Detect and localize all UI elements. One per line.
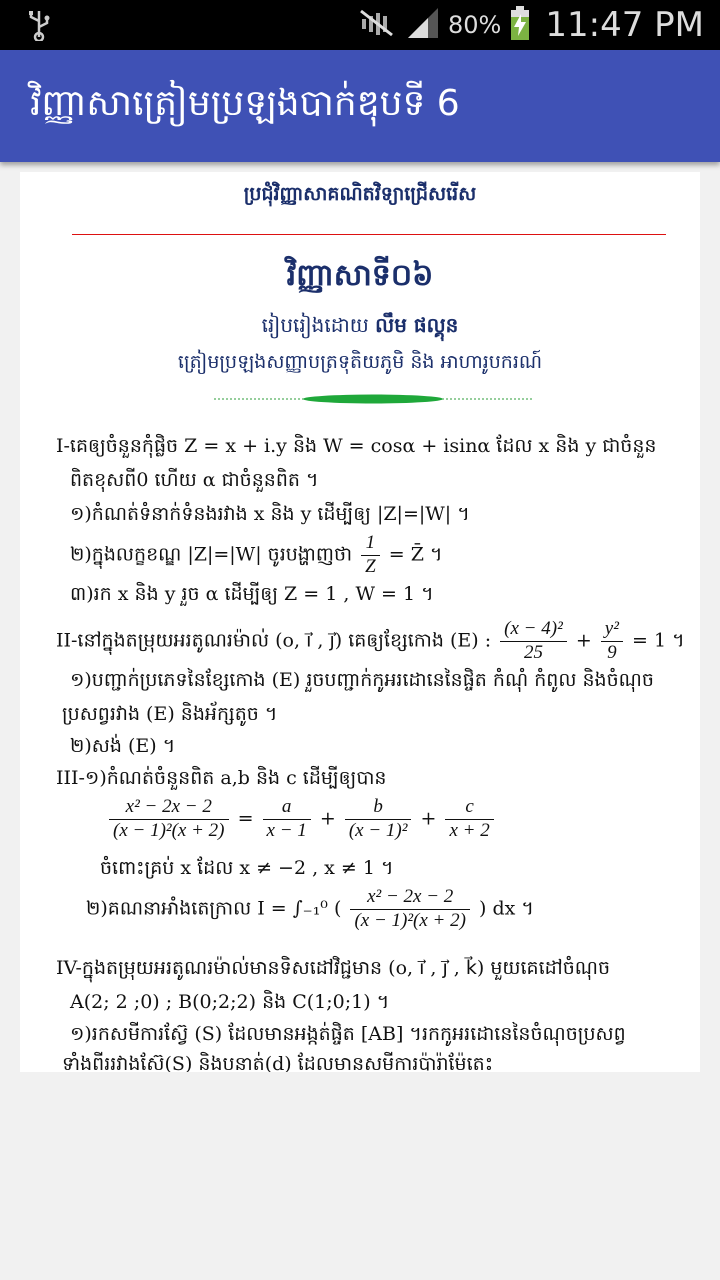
- numerator: x² − 2x − 2: [350, 886, 470, 910]
- status-bar: [0, 0, 720, 50]
- operator: +: [319, 807, 336, 830]
- numerator: b: [345, 796, 412, 820]
- problem-line: ១)បញ្ជាក់ប្រភេទនៃខ្សែកោង (E) រួចបញ្ជាក់កូអរដោនេនៃផ្ចិត កំណុំ កំពូល និងចំណុច: [70, 669, 654, 691]
- mute-icon: [358, 7, 398, 43]
- fraction: [263, 796, 311, 843]
- problem-line: III-១)កំណត់ចំនួនពិត a,b និង c ដើម្បីឲ្យបាន: [56, 767, 387, 789]
- problem-line: ប្រសព្វរវាង (E) និងអ័ក្សតូច ។: [62, 703, 278, 725]
- problem-line: ២)សង់ (E) ។: [70, 735, 176, 757]
- line-text: ២)ក្នុងលក្ខខណ្ឌ |Z|=|W| ចូរបង្ហាញថា: [70, 543, 353, 566]
- author-line: [20, 312, 700, 342]
- denominator: (x − 1)²: [348, 819, 408, 841]
- fraction: [350, 886, 470, 933]
- fraction: [500, 618, 567, 665]
- author-name: លឹម ផល្គុន: [375, 313, 459, 337]
- denominator: (x − 1)²(x + 2): [354, 909, 466, 931]
- line-text: = Z̄ ។: [388, 543, 443, 566]
- numerator: 1: [361, 532, 380, 556]
- problem-line: IV-ក្នុងតម្រុយអរតូណរម៉ាល់មានទិសដៅវិជ្ជមាន (o, i⃗ , j⃗ , k⃗) មួយគេដៅចំណុច: [56, 957, 611, 979]
- numerator: c: [445, 796, 493, 820]
- fraction: [445, 796, 493, 843]
- numerator: y²: [601, 618, 623, 642]
- numerator: a: [263, 796, 311, 820]
- numerator: x² − 2x − 2: [109, 796, 229, 820]
- usb-icon: [26, 9, 52, 45]
- equation-line: [106, 796, 497, 843]
- empty-background: [0, 1072, 720, 1280]
- problem-line: I-គេឲ្យចំនួនកុំផ្លិច Z = x + i.y និង W = cosα + isinα ដែល x និង y ជាចំនួន: [56, 435, 657, 457]
- denominator: 9: [607, 641, 617, 663]
- line-text: = 1 ។: [631, 629, 685, 652]
- battery-percent: 80%: [448, 11, 502, 39]
- line-text: ) dx ។: [479, 897, 534, 920]
- fraction: [345, 796, 412, 843]
- problem-line: ៣)រក x និង y រួច α ដើម្បីឲ្យ Z = 1 , W = 1 ។: [70, 583, 434, 605]
- denominator: x + 2: [449, 819, 490, 841]
- app-title: វិញ្ញាសាត្រៀមប្រឡងបាក់ឌុបទី 6: [30, 83, 460, 124]
- operator: +: [420, 807, 437, 830]
- header-divider: [72, 234, 666, 235]
- signal-icon: [406, 6, 440, 44]
- app-bar: [0, 50, 720, 162]
- operator: =: [237, 807, 254, 830]
- denominator: 25: [523, 641, 543, 663]
- problem-line: [70, 532, 442, 579]
- fraction: [601, 618, 623, 665]
- clock: 11:47 PM: [545, 5, 704, 45]
- battery-charging-icon: [509, 5, 531, 45]
- decorative-divider: [214, 394, 532, 404]
- problem-line: ១)កំណត់ទំនាក់ទំនងរវាង x និង y ដើម្បីឲ្យ |Z|=|W| ។: [70, 503, 470, 525]
- operator: +: [575, 629, 592, 652]
- problem-line: [86, 886, 534, 933]
- book-header: ប្រជុំវិញ្ញាសាគណិតវិទ្យាជ្រើសរើស: [243, 183, 477, 205]
- author-prefix: រៀបរៀងដោយ: [261, 313, 369, 337]
- problem-line: ១)រកសមីការស្វ៊ែ (S) ដែលមានអង្កត់ផ្ចិត [AB] ។រកកូអរដោនេនៃចំណុចប្រសព្វ: [70, 1023, 626, 1045]
- numerator: (x − 4)²: [500, 618, 567, 642]
- problem-line: ទាំងពីររវាងស៊ែ(S) និងបនាត់(d) ដែលមានសមីការប៉ារ៉ាម៉ែតេះ: [62, 1053, 494, 1072]
- exam-subtitle: ត្រៀមប្រឡងសញ្ញាបត្រទុតិយភូមិ និង អាហារូបករណ៍: [177, 351, 543, 373]
- denominator: x − 1: [266, 819, 307, 841]
- problem-line: [56, 618, 685, 665]
- denominator: Z: [365, 555, 376, 577]
- problem-line: ចំពោះគ្រប់ x ដែល x ≠ −2 , x ≠ 1 ។: [100, 857, 394, 879]
- problem-line: ពិតខុសពី0 ហើយ α ជាចំនួនពិត ។: [70, 469, 319, 491]
- line-text: II-នៅក្នុងតម្រុយអរតូណរម៉ាល់ (o, i⃗ , j⃗) គេឲ្យខ្សែកោង (E) :: [56, 629, 492, 652]
- fraction: [361, 532, 380, 579]
- problem-line: A(2; 2 ;0) ; B(0;2;2) និង C(1;0;1) ។: [70, 991, 390, 1013]
- line-text: ២)គណនាអាំងតេក្រាល I = ∫₋₁⁰ (: [86, 897, 342, 920]
- denominator: (x − 1)²(x + 2): [113, 819, 225, 841]
- fraction: [109, 796, 229, 843]
- document-page[interactable]: [20, 172, 700, 1072]
- exam-title: វិញ្ញាសាទី០៦: [286, 258, 434, 293]
